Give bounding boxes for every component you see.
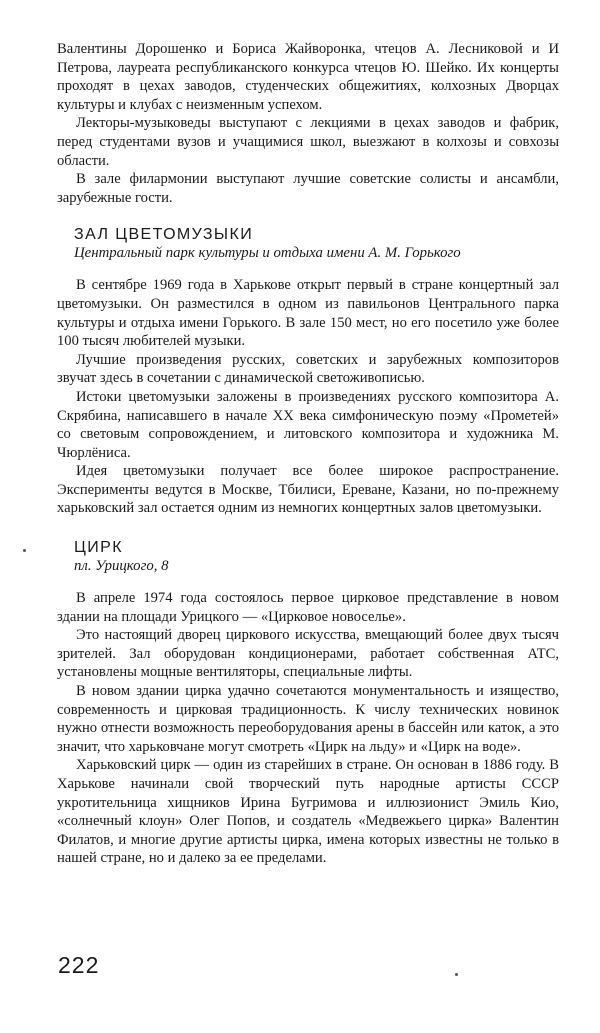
- intro-paragraph-1: Валентины Дорошенко и Бориса Жайворонка, чтецов А. Лесниковой и И Петрова, лауреата республиканского конкурса чтецов Ю. Шейко. Их концерты проходят в цехах заводов, студенческих общежитиях, колхозных Дворцах культуры и клубах с неизменным успехом.: [57, 41, 559, 113]
- color-music-paragraph-2: Лучшие произведения русских, советских и зарубежных композиторов звучат здесь в сочетании с динамической светоживописью.: [57, 351, 559, 387]
- page-content: [57, 40, 559, 868]
- color-music-hall-section: [57, 225, 559, 518]
- print-speck: [23, 549, 26, 552]
- circus-paragraph-1: В апреле 1974 года состоялось первое цирковое представление в новом здании на площади Урицкого — «Цирковое новоселье».: [57, 590, 559, 625]
- circus-paragraph-2: Это настоящий дворец циркового искусства, вмещающий более двух тысяч зрителей. Зал оборудован кондиционерами, работает собственная АТС, установлены мощные вентиляторы, специальные лифты.: [57, 627, 559, 681]
- spacer: [57, 518, 559, 538]
- color-music-paragraph-1: В сентябре 1969 года в Харькове открыт первый в стране концертный зал цветомузыки. Он разместился в одном из павильонов Центрального парка культуры и отдыха имени Горького. В зале 150 мест, но его посетило уже более 100 тысяч любителей музыки.: [57, 277, 559, 350]
- section-location-color-music-hall: Центральный парк культуры и отдыха имени А. М. Горького: [74, 245, 461, 262]
- intro-paragraph-3: В зале филармонии выступают лучшие советские солисты и ансамбли, зарубежные гости.: [57, 171, 559, 206]
- spacer: [57, 262, 559, 276]
- spacer: [57, 575, 559, 589]
- circus-section: [57, 538, 559, 868]
- intro-paragraph-2: Лекторы-музыковеды выступают с лекциями в цехах заводов и фабрик, перед студентами вузов и учащимися школ, выезжают в колхозы и совхозы области.: [57, 115, 559, 169]
- color-music-paragraph-3: Истоки цветомузыки заложены в произведениях русского композитора А. Скрябина, написавшего в начале XX века симфоническую поэму «Прометей» со световым сопровождением, и литовского композитора и художника М. Чюрлёниса.: [57, 388, 559, 461]
- circus-paragraph-3: В новом здании цирка удачно сочетаются монументальность и изящество, современность и цирковая традиционность. К числу технических новинок нужно отнести возможность переоборудования арены в бассейн или каток, а это значит, что харьковчане могут смотреть «Цирк на льду» и «Цирк на воде».: [57, 683, 559, 755]
- section-title-circus: ЦИРК: [74, 539, 123, 557]
- spacer: [57, 207, 559, 225]
- page-number: 222: [58, 952, 100, 978]
- color-music-paragraph-4: Идея цветомузыки получает все более широкое распространение. Эксперименты ведутся в Москве, Тбилиси, Ереване, Казани, но по-прежнему харьковский зал остается одним из немногих концертных залов цветомузыки.: [57, 463, 559, 517]
- section-location-circus: пл. Урицкого, 8: [74, 558, 169, 575]
- print-speck: [455, 973, 458, 976]
- section-title-color-music-hall: ЗАЛ ЦВЕТОМУЗЫКИ: [74, 226, 254, 244]
- intro-section: [57, 40, 559, 207]
- circus-paragraph-4: Харьковский цирк — один из старейших в стране. Он основан в 1886 году. В Харькове начинали свой творческий путь народные артисты СССР укротительница хищников Ирина Бугримова и иллюзионист Эмиль Кио, «солнечный клоун» Олег Попов, и создатель «Медвежьего цирка» Валентин Филатов, и многие другие артисты цирка, имена которых известны не только в нашей стране, но и далеко за ее пределами.: [57, 757, 559, 867]
